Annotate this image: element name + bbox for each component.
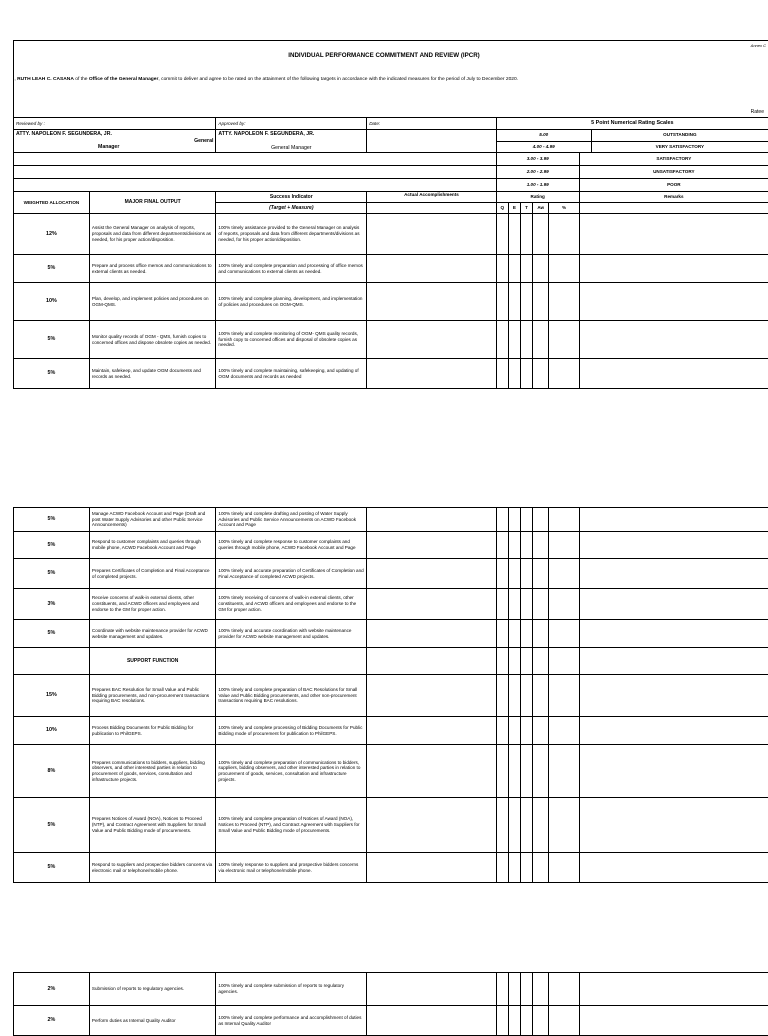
support-blank (14, 648, 90, 675)
reviewed-by-label: Reviewed by : (14, 118, 216, 130)
rating-aw[interactable] (533, 589, 549, 620)
col-remarks: Remarks (579, 192, 768, 203)
col-success-sub: (Target + Measure) (216, 203, 367, 214)
date-value (367, 130, 497, 153)
weighted-allocation: 15% (14, 675, 90, 717)
remarks[interactable] (579, 620, 768, 648)
rating-pct[interactable] (549, 532, 579, 559)
col-rating: Rating (496, 192, 579, 203)
major-final-output: Plan, develop, and implement policies and procedures on OGM-QMS. (89, 283, 216, 321)
rating-t[interactable] (521, 283, 533, 321)
actual-blank (367, 203, 497, 214)
employee-name: RUTH LEAH C. CASANA (17, 77, 74, 82)
rating-e[interactable] (508, 559, 520, 589)
rating-aw[interactable] (533, 745, 549, 798)
major-final-output: Prepare and process office memos and communications to external clients as needed. (89, 255, 216, 283)
scale-label: VERY SATISFACTORY (591, 141, 768, 152)
top-border (13, 40, 768, 41)
rating-q[interactable] (496, 532, 508, 559)
remarks[interactable] (579, 1006, 768, 1036)
weighted-allocation: 5% (14, 532, 90, 559)
rating-scale-top (496, 130, 768, 153)
rows-support (14, 675, 768, 883)
table-row (14, 214, 768, 255)
scale-label: UNSATISFACTORY (579, 166, 768, 179)
rating-q[interactable] (496, 559, 508, 589)
annex-label: Annex C (751, 43, 766, 48)
ipcr-table-page-3 (13, 972, 768, 1036)
table-row (14, 283, 768, 321)
rating-e[interactable] (508, 853, 520, 883)
rating-q[interactable] (496, 508, 508, 532)
col-major-final-output: MAJOR FINAL OUTPUT (89, 192, 216, 214)
rating-e[interactable] (508, 532, 520, 559)
table-row (14, 745, 768, 798)
rating-t[interactable] (521, 255, 533, 283)
actual-accomplishment[interactable] (367, 589, 497, 620)
actual-accomplishment[interactable] (367, 798, 497, 853)
actual-accomplishment[interactable] (367, 717, 497, 745)
success-indicator: 100% timely and complete drafting and posting of Water Supply Advisories and Public Service Announcements on ACWD Facebook Account and Page (216, 508, 367, 532)
remarks[interactable] (579, 321, 768, 359)
actual-accomplishment[interactable] (367, 321, 497, 359)
major-final-output: Prepares communications to bidders, suppliers, bidding observers, and other interested parties in relation to procurement of goods, services, consultation and infrastructure projects. (89, 745, 216, 798)
major-final-output: Submission of reports to regulatory agencies. (89, 973, 216, 1006)
rating-aw[interactable] (533, 717, 549, 745)
rating-e[interactable] (508, 675, 520, 717)
rating-aw[interactable] (533, 321, 549, 359)
remarks[interactable] (579, 359, 768, 389)
remarks[interactable] (579, 589, 768, 620)
major-final-output: Prepares Certificates of Completion and Final Acceptance of completed projects. (89, 559, 216, 589)
rating-pct[interactable] (549, 745, 579, 798)
rating-e[interactable] (508, 321, 520, 359)
rating-aw[interactable] (533, 283, 549, 321)
success-indicator: 100% timely and complete response to customer complaints and queries through mobile phone, ACWD Facebook Account and Page (216, 532, 367, 559)
ipcr-table-page-2 (13, 507, 768, 883)
weighted-allocation: 5% (14, 359, 90, 389)
rating-pct[interactable] (549, 1006, 579, 1036)
major-final-output: Respond to suppliers and prospective bidders concerns via electronic mail or telephone/mobile phone. (89, 853, 216, 883)
major-final-output: Perform duties as Internal Quality Auditor (89, 1006, 216, 1036)
rating-aw[interactable] (533, 798, 549, 853)
commitment-prefix: I, (13, 77, 16, 82)
rating-e[interactable] (508, 214, 520, 255)
actual-accomplishment[interactable] (367, 359, 497, 389)
rating-pct[interactable] (549, 283, 579, 321)
commitment-rest: , commit to deliver and agree to be rated on the attainment of the following targets in accordance with the indicated measures for the period of July to December 2020. (158, 77, 518, 82)
success-indicator: 100% timely assistance provided to the General Manager on analysis of reports, proposals and data from different departments/divisions as needed, for his proper action/disposition. (216, 214, 367, 255)
rating-t[interactable] (521, 214, 533, 255)
col-actual-accomplishments: Actual Accomplishments (367, 192, 497, 203)
weighted-allocation: 10% (14, 717, 90, 745)
rating-pct[interactable] (549, 717, 579, 745)
table-row (14, 255, 768, 283)
success-indicator: 100% timely and complete performance and accomplishment of duties as Internal Quality Auditor (216, 1006, 367, 1036)
rating-pct[interactable] (549, 675, 579, 717)
col-t: T (521, 203, 533, 214)
rating-e[interactable] (508, 1006, 520, 1036)
weighted-allocation: 5% (14, 255, 90, 283)
scale-range: 2.00 - 2.99 (496, 166, 579, 179)
rating-pct[interactable] (549, 559, 579, 589)
rating-e[interactable] (508, 973, 520, 1006)
rating-e[interactable] (508, 798, 520, 853)
table-row (14, 675, 768, 717)
weighted-allocation: 3% (14, 589, 90, 620)
major-final-output: Prepares BAC Resolution for Small Value and Public Bidding procurements, and non-procurement transactions requiring BAC resolutions. (89, 675, 216, 717)
actual-accomplishment[interactable] (367, 532, 497, 559)
rating-aw[interactable] (533, 1006, 549, 1036)
rating-t[interactable] (521, 508, 533, 532)
rating-q[interactable] (496, 1006, 508, 1036)
remarks[interactable] (579, 532, 768, 559)
rows-page-1 (14, 214, 768, 389)
rating-q[interactable] (496, 321, 508, 359)
remarks-blank (579, 203, 768, 214)
rating-q[interactable] (496, 717, 508, 745)
rating-q[interactable] (496, 853, 508, 883)
reviewer-title-2: Manager (16, 144, 213, 151)
table-row (14, 508, 768, 532)
remarks[interactable] (579, 973, 768, 1006)
actual-accomplishment[interactable] (367, 214, 497, 255)
table-row (14, 532, 768, 559)
rating-q[interactable] (496, 255, 508, 283)
col-success-indicator: Success Indicator (216, 192, 367, 203)
col-weighted-allocation: WEIGHTED ALLOCATION (14, 192, 90, 214)
remarks[interactable] (579, 675, 768, 717)
major-final-output: Respond to customer complaints and queries through mobile phone, ACWD Facebook Account and Page (89, 532, 216, 559)
success-indicator: 100% timely and complete processing of Bidding Documents for Public Bidding mode of procurement for publication to PhilGEPS. (216, 717, 367, 745)
rating-e[interactable] (508, 589, 520, 620)
rating-t[interactable] (521, 589, 533, 620)
weighted-allocation: 10% (14, 283, 90, 321)
weighted-allocation: 5% (14, 508, 90, 532)
actual-accomplishment[interactable] (367, 1006, 497, 1036)
col-e: E (508, 203, 520, 214)
actual-accomplishment[interactable] (367, 973, 497, 1006)
rating-pct[interactable] (549, 359, 579, 389)
scale-range: 3.00 - 3.99 (496, 153, 579, 166)
major-final-output: Manage ACWD Facebook Account and Page (Draft and post Water Supply Advisories and other Public Service Announcements) (89, 508, 216, 532)
rating-pct[interactable] (549, 798, 579, 853)
table-row (14, 620, 768, 648)
rating-pct[interactable] (549, 508, 579, 532)
table-row (14, 717, 768, 745)
col-q: Q (496, 203, 508, 214)
weighted-allocation: 5% (14, 321, 90, 359)
rating-t[interactable] (521, 1006, 533, 1036)
table-row (14, 559, 768, 589)
remarks[interactable] (579, 255, 768, 283)
rating-aw[interactable] (533, 359, 549, 389)
actual-accomplishment[interactable] (367, 508, 497, 532)
table-row (14, 973, 768, 1006)
rating-q[interactable] (496, 359, 508, 389)
reviewer-title-1: General (16, 138, 213, 145)
scale-range: 5.00 (497, 130, 592, 141)
success-indicator: 100% timely and complete submission of reports to regulatory agencies. (216, 973, 367, 1006)
rating-e[interactable] (508, 508, 520, 532)
rating-pct[interactable] (549, 973, 579, 1006)
major-final-output: Coordinate with website maintenance provider for ACWD website management and updates. (89, 620, 216, 648)
weighted-allocation: 12% (14, 214, 90, 255)
ipcr-table-page-1 (13, 117, 768, 389)
office-name: Office of the General Manager (89, 77, 159, 82)
rating-aw[interactable] (533, 559, 549, 589)
rating-q[interactable] (496, 589, 508, 620)
commitment-mid: of the (75, 77, 87, 82)
rating-q[interactable] (496, 675, 508, 717)
rating-aw[interactable] (533, 973, 549, 1006)
reviewer-block (14, 130, 216, 153)
reviewer-name: ATTY. NAPOLEON F. SEGUNDERA, JR. (16, 131, 213, 138)
rating-aw[interactable] (533, 675, 549, 717)
remarks[interactable] (579, 283, 768, 321)
rating-q[interactable] (496, 973, 508, 1006)
table-row (14, 359, 768, 389)
table-row (14, 321, 768, 359)
rating-q[interactable] (496, 620, 508, 648)
success-indicator: 100% timely and complete monitoring of OGM- QMS quality records, furnish copy to concerned offices and disposal of obsolete copies as needed. (216, 321, 367, 359)
approver-title: General Manager (218, 145, 364, 152)
rating-t[interactable] (521, 532, 533, 559)
weighted-allocation: 2% (14, 1006, 90, 1036)
blank-row (14, 179, 497, 192)
success-indicator: 100% timely and accurate coordination with website maintenance provider for ACWD website management and updates. (216, 620, 367, 648)
major-final-output: Process Bidding Documents for Public Bidding for publication to PhilGEPS. (89, 717, 216, 745)
rating-pct[interactable] (549, 853, 579, 883)
rating-t[interactable] (521, 717, 533, 745)
success-indicator: 100% timely and complete preparation of Notices of Award (NOA), Notices to Proceed (NTP), and Contract Agreement with Suppliers for Small Value and Public Bidding mode of procurements. (216, 798, 367, 853)
weighted-allocation: 5% (14, 559, 90, 589)
scale-range: 1.00 - 1.99 (496, 179, 579, 192)
actual-accomplishment[interactable] (367, 255, 497, 283)
rating-q[interactable] (496, 283, 508, 321)
rating-pct[interactable] (549, 255, 579, 283)
table-row (14, 1006, 768, 1036)
success-indicator: 100% timely and accurate preparation of Certificates of Completion and Final Acceptance of completed ACWD projects. (216, 559, 367, 589)
rows-page-2 (14, 508, 768, 648)
rating-q[interactable] (496, 214, 508, 255)
approver-block (216, 130, 367, 153)
major-final-output: Receive concerns of walk-in external clients, other constituents, and ACWD officers and employees and endorse to the GM for proper action. (89, 589, 216, 620)
remarks[interactable] (579, 717, 768, 745)
rating-pct[interactable] (549, 620, 579, 648)
approved-by-label: Approved by: (216, 118, 367, 130)
remarks[interactable] (579, 214, 768, 255)
actual-accomplishment[interactable] (367, 559, 497, 589)
remarks[interactable] (579, 508, 768, 532)
rating-pct[interactable] (549, 321, 579, 359)
col-pct: % (549, 203, 579, 214)
remarks[interactable] (579, 853, 768, 883)
success-indicator: 100% timely and complete preparation of communications to bidders, suppliers, bidding observers, and other interested parties in relation to procurement of goods, services, consultation and infrastructure projects. (216, 745, 367, 798)
rating-t[interactable] (521, 745, 533, 798)
rows-page-3 (14, 973, 768, 1036)
rating-q[interactable] (496, 745, 508, 798)
success-indicator: 100% timely and complete preparation of BAC Resolutions for Small Value and Public Bidding procurements, and other non-procurement transactions requiring BAC resolutions. (216, 675, 367, 717)
actual-accomplishment[interactable] (367, 620, 497, 648)
rating-pct[interactable] (549, 589, 579, 620)
rating-e[interactable] (508, 283, 520, 321)
scale-label: SATISFACTORY (579, 153, 768, 166)
remarks[interactable] (579, 798, 768, 853)
scale-range: 4.00 - 4.99 (497, 141, 592, 152)
rating-t[interactable] (521, 675, 533, 717)
commitment-statement (13, 77, 518, 82)
table-row (14, 853, 768, 883)
rating-e[interactable] (508, 620, 520, 648)
weighted-allocation: 2% (14, 973, 90, 1006)
rating-t[interactable] (521, 973, 533, 1006)
rating-aw[interactable] (533, 620, 549, 648)
rating-aw[interactable] (533, 214, 549, 255)
rating-t[interactable] (521, 798, 533, 853)
scale-label: POOR (579, 179, 768, 192)
remarks[interactable] (579, 559, 768, 589)
weighted-allocation: 5% (14, 798, 90, 853)
rating-scale-title: 5 Point Numerical Rating Scales (496, 118, 768, 130)
major-final-output: Assist the General Manager on analysis of reports, proposals and data from different departments/divisions as needed, for his proper action/disposition. (89, 214, 216, 255)
rating-t[interactable] (521, 321, 533, 359)
actual-accomplishment[interactable] (367, 853, 497, 883)
rating-t[interactable] (521, 359, 533, 389)
actual-accomplishment[interactable] (367, 745, 497, 798)
date-label: Date: (367, 118, 497, 130)
weighted-allocation: 5% (14, 853, 90, 883)
table-row (14, 589, 768, 620)
remarks[interactable] (579, 745, 768, 798)
success-indicator: 100% timely and complete preparation and processing of office memos and communications to external clients as needed. (216, 255, 367, 283)
ratee-label: Ratee (751, 109, 764, 115)
rating-aw[interactable] (533, 255, 549, 283)
blank-row (14, 166, 497, 179)
col-aw: Aw (533, 203, 549, 214)
support-function-label: SUPPORT FUNCTION (89, 648, 216, 675)
page-title: INDIVIDUAL PERFORMANCE COMMITMENT AND REVIEW (IPCR) (0, 52, 768, 59)
success-indicator: 100% timely response to suppliers and prospective bidders concerns via electronic mail or telephone/mobile phone. (216, 853, 367, 883)
major-final-output: Prepares Notices of Award (NOA), Notices to Proceed (NTP), and Contract Agreement with Suppliers for Small Value and Public Bidding mode of procurements. (89, 798, 216, 853)
rating-e[interactable] (508, 359, 520, 389)
blank-row (14, 153, 497, 166)
weighted-allocation: 8% (14, 745, 90, 798)
rating-q[interactable] (496, 798, 508, 853)
rating-t[interactable] (521, 620, 533, 648)
actual-accomplishment[interactable] (367, 675, 497, 717)
rating-t[interactable] (521, 559, 533, 589)
actual-accomplishment[interactable] (367, 283, 497, 321)
table-row (14, 798, 768, 853)
rating-aw[interactable] (533, 532, 549, 559)
weighted-allocation: 5% (14, 620, 90, 648)
success-indicator: 100% timely and complete maintaining, safekeeping, and updating of OGM documents and records as needed (216, 359, 367, 389)
major-final-output: Maintain, safekeep, and update OGM documents and records as needed. (89, 359, 216, 389)
success-indicator: 100% timely receiving of concerns of walk-in external clients, other constituents, and ACWD officers and employees and endorse to the GM for proper action. (216, 589, 367, 620)
rating-t[interactable] (521, 853, 533, 883)
rating-e[interactable] (508, 717, 520, 745)
rating-pct[interactable] (549, 214, 579, 255)
major-final-output: Monitor quality records of OGM - QMS, furnish copies to concerned offices and dispose obsolete copies as needed. (89, 321, 216, 359)
success-indicator: 100% timely and complete planning, development, and implementation of policies and procedures on OGM-QMS. (216, 283, 367, 321)
rating-aw[interactable] (533, 508, 549, 532)
rating-aw[interactable] (533, 853, 549, 883)
approver-name: ATTY. NAPOLEON F. SEGUNDERA, JR. (218, 131, 364, 138)
scale-label: OUTSTANDING (591, 130, 768, 141)
rating-e[interactable] (508, 255, 520, 283)
rating-e[interactable] (508, 745, 520, 798)
